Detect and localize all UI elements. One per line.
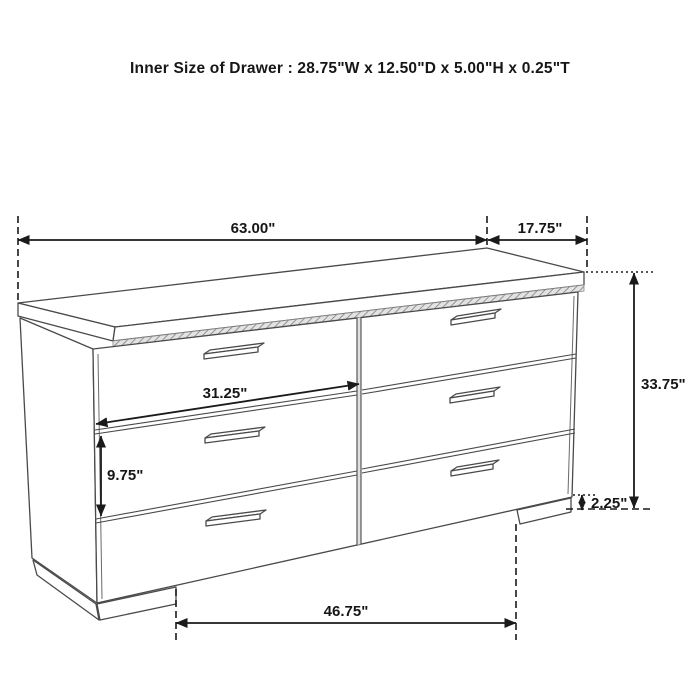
dresser-drawing <box>18 248 584 620</box>
dim-label-top-depth: 17.75" <box>517 220 563 237</box>
dim-label-top-width: 63.00" <box>230 220 276 237</box>
dim-label-base-span: 46.75" <box>323 603 369 620</box>
dim-label-overall-height: 33.75" <box>641 376 686 393</box>
dimension-base-height <box>573 495 627 512</box>
dimension-overall-height <box>566 272 686 509</box>
dim-label-base-height: 2.25" <box>591 495 628 512</box>
left-side-panel <box>20 318 97 603</box>
divider-fill <box>357 317 361 545</box>
center-divider <box>357 317 361 545</box>
dim-label-drawer-height: 9.75" <box>107 467 144 484</box>
diagram-title: Inner Size of Drawer : 28.75"W x 12.50"D x 5.00"H x 0.25"T <box>130 60 570 77</box>
dresser-carcass <box>20 292 578 620</box>
dim-label-drawer-width: 31.25" <box>202 385 248 402</box>
